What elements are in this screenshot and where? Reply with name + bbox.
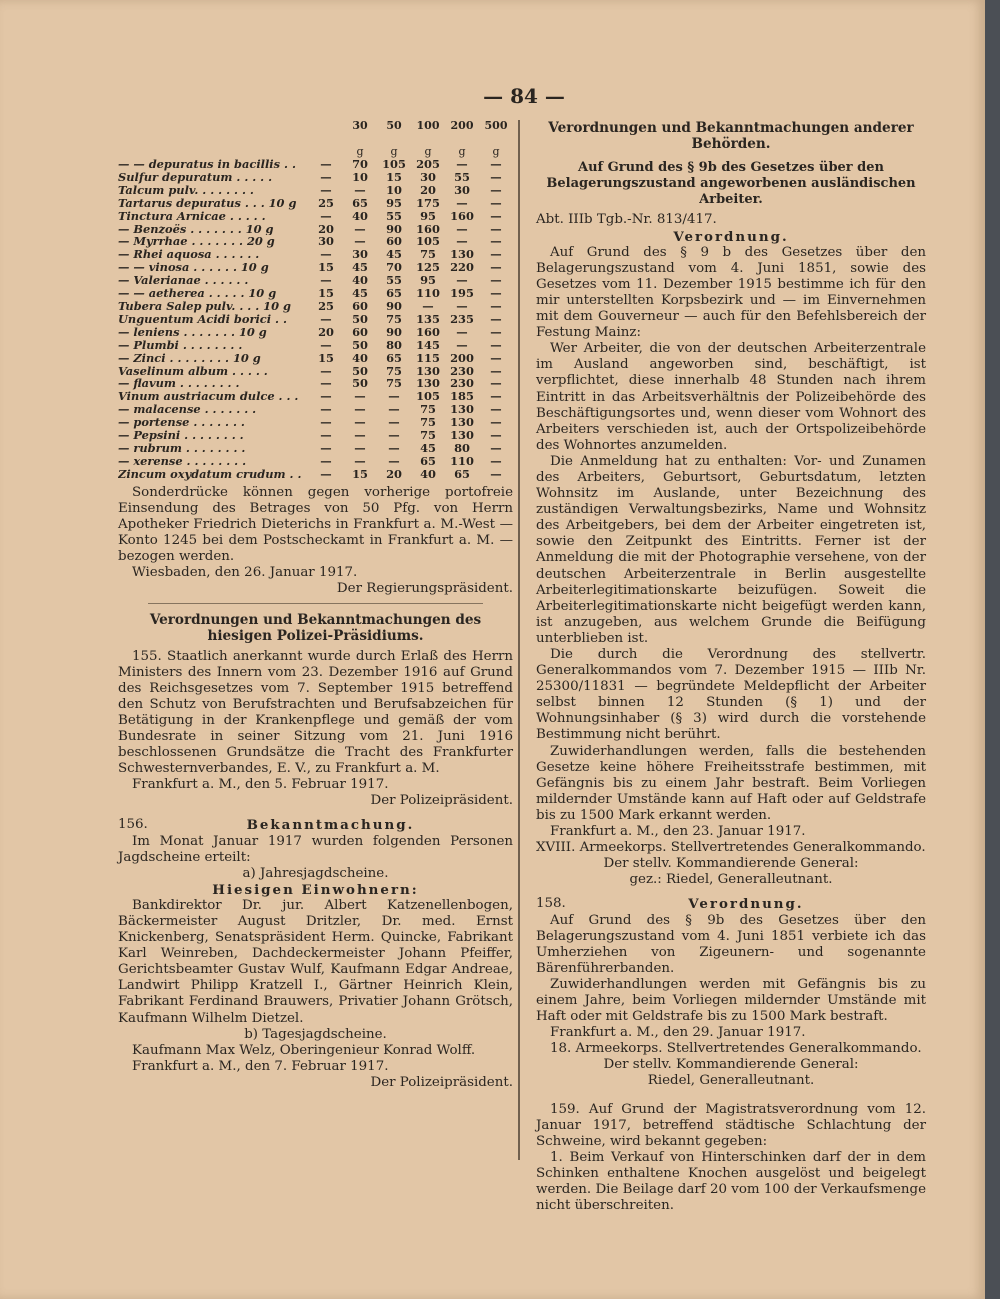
divider xyxy=(148,603,483,604)
item-small-price: 15 xyxy=(318,350,334,365)
table-row xyxy=(118,468,513,481)
price-cell: — xyxy=(456,324,468,339)
price-cell: 20 xyxy=(420,182,436,197)
table-row xyxy=(118,261,513,274)
left-date-1: Wiesbaden, den 26. Januar 1917. xyxy=(132,565,358,581)
price-cell: 160 xyxy=(416,221,440,236)
price-cell: — xyxy=(490,337,502,352)
price-cell: 200 xyxy=(450,350,474,365)
left-heading: Verordnungen und Bekanntmachungen des hiesigen Polizei-Präsidiums. xyxy=(149,612,482,645)
price-cell: 10 xyxy=(352,169,368,184)
col-100: 100 xyxy=(416,119,440,132)
corps-1: XVIII. Armeekorps. Stellvertretendes Generalkommando. xyxy=(536,840,926,856)
price-cell: 45 xyxy=(352,260,368,275)
price-cell: 185 xyxy=(450,389,474,404)
item-name: Vaselinum album . . . . . xyxy=(118,364,268,378)
price-cell: — xyxy=(354,402,366,417)
price-cell: 65 xyxy=(386,286,402,301)
price-cell: 90 xyxy=(386,298,402,313)
price-table xyxy=(118,158,513,481)
item-small-price: — xyxy=(320,363,332,378)
price-cell: — xyxy=(388,389,400,404)
general-title-1: Der stellv. Kommandierende General: xyxy=(603,856,859,872)
price-cell: 50 xyxy=(352,376,368,391)
item-small-price: — xyxy=(320,311,332,326)
corps-2: 18. Armeekorps. Stellvertretendes Generalkommando. xyxy=(550,1041,922,1057)
left-signature-3: Der Polizeipräsident. xyxy=(370,1074,513,1090)
item-small-price: — xyxy=(320,428,332,443)
item-name: — Myrrhae . . . . . . . 20 g xyxy=(118,235,275,249)
price-cell: 105 xyxy=(416,234,440,249)
table-row xyxy=(118,455,513,468)
price-cell: 110 xyxy=(450,453,474,468)
item-name: Sulfur depuratum . . . . . xyxy=(118,170,273,184)
price-cell: 40 xyxy=(352,273,368,288)
col-500: 500 xyxy=(484,119,508,132)
price-cell: 75 xyxy=(420,247,436,262)
price-cell: 160 xyxy=(450,208,474,223)
price-cell: 105 xyxy=(416,389,440,404)
item-small-price: 25 xyxy=(318,298,334,313)
item-name: — Plumbi . . . . . . . . xyxy=(118,338,243,352)
price-cell: 75 xyxy=(386,376,402,391)
price-cell: 95 xyxy=(386,195,402,210)
right-heading: Verordnungen und Bekanntmachungen anderer Behörden. xyxy=(548,120,914,153)
price-cell: — xyxy=(490,453,502,468)
price-cell: 40 xyxy=(352,350,368,365)
price-cell: 20 xyxy=(386,466,402,481)
price-cell: — xyxy=(354,182,366,197)
price-cell: — xyxy=(456,157,468,171)
item-small-price: 25 xyxy=(318,195,334,210)
notice-159: 159. Auf Grund der Magistratsverordnung vom 12. Januar 1917, betreffend städtische Schlachtung der Schweine, wird bekannt gegeben: xyxy=(536,1101,926,1149)
price-cell: — xyxy=(490,466,502,481)
table-row xyxy=(118,442,513,455)
price-cell: 55 xyxy=(386,273,402,288)
item-name: — Benzoës . . . . . . . 10 g xyxy=(118,222,274,236)
subheading-local: Hiesigen Einwohnern: xyxy=(212,881,419,898)
price-cell: — xyxy=(354,428,366,443)
item-small-price: — xyxy=(320,182,332,197)
price-cell: — xyxy=(388,440,400,455)
price-cell: 90 xyxy=(386,221,402,236)
price-cell: 230 xyxy=(450,363,474,378)
price-cell: 40 xyxy=(420,466,436,481)
price-cell: 60 xyxy=(352,324,368,339)
price-cell: 75 xyxy=(420,402,436,417)
price-cell: — xyxy=(490,324,502,339)
price-cell: 230 xyxy=(450,376,474,391)
price-cell: 40 xyxy=(352,208,368,223)
table-header xyxy=(118,120,513,132)
price-cell: — xyxy=(456,195,468,210)
notice-156-title-row xyxy=(118,817,513,833)
ordinance-1-p4: Die durch die Verordnung des stellvertr. Generalkommandos vom 7. Dezember 1915 — IIIb Nr. 25300/11831 — begründete Meldepflicht der Arbeiter selbst binnen 12 Stunden (§ 1) und der Wohnungsinhaber (§ 3) wird durch die vorstehende Bestimmung nicht berührt. xyxy=(536,647,926,743)
item-name: — — aetherea . . . . . 10 g xyxy=(118,287,277,300)
table-row xyxy=(118,300,513,313)
item-small-price: — xyxy=(320,440,332,455)
subheading-a: a) Jahresjagdscheine. xyxy=(242,865,389,881)
price-cell: — xyxy=(490,363,502,378)
item-name: — xerense . . . . . . . . xyxy=(118,454,247,468)
col-30: 30 xyxy=(352,119,368,132)
item-small-price: — xyxy=(320,466,332,481)
price-cell: 50 xyxy=(352,311,368,326)
price-cell: 30 xyxy=(420,169,436,184)
book-edge xyxy=(985,0,1000,1299)
price-cell: 60 xyxy=(386,234,402,249)
price-cell: 135 xyxy=(416,311,440,326)
price-cell: — xyxy=(456,298,468,313)
price-cell: — xyxy=(490,440,502,455)
table-row xyxy=(118,326,513,339)
price-cell: — xyxy=(354,389,366,404)
reference-number: Abt. IIIb Tgb.-Nr. 813/417. xyxy=(536,212,717,228)
price-cell: — xyxy=(422,298,434,313)
price-cell: 80 xyxy=(386,337,402,352)
left-intro: Sonderdrücke können gegen vorherige portofreie Einsendung des Betrages von 50 Pfg. von Herrn Apotheker Friedrich Dieterichs in Frankfurt a. M.-West — Konto 1245 bei dem Postscheckamt in Frankfurt a. M. — bezogen werden. xyxy=(118,484,513,565)
price-cell: 160 xyxy=(416,324,440,339)
left-column xyxy=(118,120,513,1091)
item-small-price: — xyxy=(320,415,332,430)
col-200: 200 xyxy=(450,119,474,132)
names-list-a: Bankdirektor Dr. jur. Albert Katzenellenbogen, Bäckermeister August Dritzler, Dr. med. Ernst Knickenberg, Senatspräsident Herm. Quincke, Fabrikant Karl Weinreben, Dachdeckermeister Johann Pfeiffer, Gerichtsbeamter Gustav Wulf, Kaufmann Edgar Andreae, Landwirt Philipp Kratzell I., Gärtner Heinrich Klein, Fabrikant Ferdinand Brauwers, Privatier Johann Grötsch, Kaufmann Wilhelm Dietzel. xyxy=(118,897,513,1026)
notice-156-title: Bekanntmachung. xyxy=(246,817,415,834)
item-small-price: — xyxy=(320,376,332,391)
price-cell: 75 xyxy=(386,363,402,378)
price-cell: — xyxy=(456,234,468,249)
item-name: Talcum pulv. . . . . . . . xyxy=(118,183,254,197)
item-name: — flavum . . . . . . . . xyxy=(118,377,240,391)
item-name: — rubrum . . . . . . . . xyxy=(118,441,246,455)
price-cell: — xyxy=(490,182,502,197)
price-cell: — xyxy=(490,260,502,275)
item-small-price: — xyxy=(320,157,332,171)
price-cell: 50 xyxy=(352,363,368,378)
price-cell: — xyxy=(490,298,502,313)
price-cell: — xyxy=(490,273,502,288)
table-row xyxy=(118,184,513,197)
price-cell: — xyxy=(490,415,502,430)
ordinance-1-p5: Zuwiderhandlungen werden, falls die bestehenden Gesetze keine höhere Freiheitsstrafe bestimmen, mit Gefängnis bis zu einem Jahr bestraft. Beim Vorliegen mildernder Umstände kann auf Haft oder auf Geldstrafe bis zu 1500 Mark erkannt werden. xyxy=(536,743,926,823)
price-cell: 105 xyxy=(382,157,406,171)
price-cell: 10 xyxy=(386,182,402,197)
general-title-2: Der stellv. Kommandierende General: xyxy=(603,1057,859,1073)
price-cell: 175 xyxy=(416,195,440,210)
notice-156-number: 156. xyxy=(118,817,148,833)
item-small-price: — xyxy=(320,389,332,404)
price-cell: 235 xyxy=(450,311,474,326)
price-cell: 95 xyxy=(420,273,436,288)
ordinance-1-p2: Wer Arbeiter, die von der deutschen Arbeiterzentrale im Ausland angeworben sind, beschäftigt, ist verpflichtet, diese innerhalb 48 Stunden nach ihrem Eintritt in das Arbeitsverhältnis der Polizeibehörde des Beschäftigungsortes und, wenn dieser vom Wohnort des Arbeiters verschieden ist, auch der Ortspolizeibehörde des Wohnortes anzumelden. xyxy=(536,341,926,453)
item-name: — Zinci . . . . . . . . 10 g xyxy=(118,351,261,365)
right-date-1: Frankfurt a. M., den 23. Januar 1917. xyxy=(550,824,806,840)
price-cell: 130 xyxy=(416,363,440,378)
item-small-price: — xyxy=(320,169,332,184)
item-name: — — vinosa . . . . . . 10 g xyxy=(118,261,269,275)
left-signature-1: Der Regierungspräsident. xyxy=(336,581,513,597)
item-name: Zincum oxydatum crudum . . xyxy=(118,467,302,481)
price-cell: 195 xyxy=(450,286,474,301)
price-cell: 130 xyxy=(450,415,474,430)
price-cell: — xyxy=(388,415,400,430)
price-cell: — xyxy=(354,453,366,468)
item-small-price: — xyxy=(320,402,332,417)
price-cell: — xyxy=(490,234,502,249)
price-cell: 125 xyxy=(416,260,440,275)
page-number: — 84 — xyxy=(483,84,565,108)
price-cell: 65 xyxy=(454,466,470,481)
price-cell: 15 xyxy=(386,169,402,184)
notice-156-text: Im Monat Januar 1917 wurden folgenden Personen Jagdscheine erteilt: xyxy=(118,833,513,865)
price-cell: — xyxy=(490,389,502,404)
table-row xyxy=(118,429,513,442)
price-cell: 30 xyxy=(454,182,470,197)
table-row xyxy=(118,352,513,365)
price-cell: 45 xyxy=(420,440,436,455)
item-name: — — depuratus in bacillis . . xyxy=(118,158,296,171)
table-row xyxy=(118,158,513,171)
item-small-price: 15 xyxy=(318,260,334,275)
right-date-2: Frankfurt a. M., den 29. Januar 1917. xyxy=(550,1025,806,1041)
price-cell: 65 xyxy=(386,350,402,365)
item-small-price: — xyxy=(320,453,332,468)
price-cell: — xyxy=(490,376,502,391)
ordinance-1-p1: Auf Grund des § 9 b des Gesetzes über den Belagerungszustand vom 4. Juni 1851, sowie des Gesetzes vom 11. Dezember 1915 bestimme ich für den mir unterstellten Korpsbezirk und — im Einvernehmen mit dem Gouverneur — auch für den Befehlsbereich der Festung Mainz: xyxy=(536,244,926,341)
price-cell: — xyxy=(490,286,502,301)
price-cell: — xyxy=(354,221,366,236)
table-row xyxy=(118,197,513,210)
left-date-3: Frankfurt a. M., den 7. Februar 1917. xyxy=(132,1058,389,1074)
item-small-price: — xyxy=(320,337,332,352)
price-cell: — xyxy=(354,440,366,455)
price-cell: 95 xyxy=(420,208,436,223)
general-signature-1: gez.: Riedel, Generalleutnant. xyxy=(629,872,833,888)
subheading-b: b) Tagesjagdscheine. xyxy=(244,1026,387,1042)
item-small-price: — xyxy=(320,247,332,262)
left-signature-2: Der Polizeipräsident. xyxy=(370,793,513,809)
notice-155: 155. Staatlich anerkannt wurde durch Erlaß des Herrn Ministers des Innern vom 23. Dezember 1916 auf Grund des Reichsgesetzes vom 7. September 1915 betreffend den Schutz von Berufstrachten und Berufsabzeichen für Betätigung in der Krankenpflege und gemäß der vom Bundesrate in seiner Sitzung vom 21. Juni 1916 beschlossenen Grundsätze die Tracht des Frankfurter Schwesternverbandes, E. V., zu Frankfurt a. M. xyxy=(118,648,513,777)
price-cell: 55 xyxy=(386,208,402,223)
item-small-price: — xyxy=(320,273,332,288)
table-row xyxy=(118,171,513,184)
column-divider xyxy=(518,120,520,1160)
price-cell: 75 xyxy=(420,415,436,430)
price-cell: — xyxy=(354,415,366,430)
price-cell: — xyxy=(456,337,468,352)
item-name: Tartarus depuratus . . . 10 g xyxy=(118,196,297,210)
item-name: — portense . . . . . . . xyxy=(118,416,245,430)
general-signature-2: Riedel, Generalleutnant. xyxy=(647,1073,815,1089)
price-cell: 15 xyxy=(352,466,368,481)
price-cell: 45 xyxy=(352,286,368,301)
table-row xyxy=(118,287,513,300)
item-name: Tinctura Arnicae . . . . . xyxy=(118,209,266,223)
item-small-price: — xyxy=(320,208,332,223)
price-cell: 65 xyxy=(420,453,436,468)
price-cell: 115 xyxy=(416,350,440,365)
ordinance-1-p3: Die Anmeldung hat zu enthalten: Vor- und Zunamen des Arbeiters, Geburtsort, Geburtsdatum, letzten Wohnsitz im Auslande, unter Bezeichnung des zuständigen Verwaltungsbezirks, Name und Wohnsitz des Arbeitgebers, bei dem der Arbeiter eingetreten ist, sowie den Zeitpunkt des Eintritts. Ferner ist der Anmeldung die mit der Photographie versehene, von der deutschen Arbeiterzentrale in Berlin ausgestellte Arbeiterlegitimationskarte beizufügen. Soweit die Arbeiterlegitimationskarte nicht beigefügt werden kann, ist anzugeben, aus welchem Grunde die Beifügung unterblieben ist. xyxy=(536,453,926,646)
item-name: Tubera Salep pulv. . . . 10 g xyxy=(118,299,291,313)
price-cell: 75 xyxy=(420,428,436,443)
price-cell: — xyxy=(456,221,468,236)
table-row xyxy=(118,210,513,223)
price-cell: 80 xyxy=(454,440,470,455)
item-name: — leniens . . . . . . . 10 g xyxy=(118,325,267,339)
price-cell: — xyxy=(490,169,502,184)
price-cell: 70 xyxy=(352,157,368,171)
item-small-price: 20 xyxy=(318,221,334,236)
price-cell: — xyxy=(490,402,502,417)
price-cell: — xyxy=(456,273,468,288)
item-name: — malacense . . . . . . . xyxy=(118,403,257,417)
price-cell: — xyxy=(388,453,400,468)
table-unit-row: g g g g g xyxy=(356,145,500,158)
notice-159-item-1: 1. Beim Verkauf von Hinterschinken darf der in dem Schinken enthaltene Knochen ausgelöst und beigelegt werden. Die Beilage darf 20 vom 100 der Verkaufsmenge nicht überschreiten. xyxy=(536,1149,926,1214)
item-name: — Pepsini . . . . . . . . xyxy=(118,429,244,442)
right-subheading: Auf Grund des § 9b des Gesetzes über den Belagerungszustand angeworbenen ausländischen Arbeiter. xyxy=(546,160,916,208)
table-row xyxy=(118,223,513,236)
price-cell: 65 xyxy=(352,195,368,210)
price-cell: 145 xyxy=(416,337,440,352)
col-50: 50 xyxy=(386,119,402,132)
item-name: Vinum austriacum dulce . . . xyxy=(118,390,299,404)
ordinance-2-p1: Auf Grund des § 9b des Gesetzes über den Belagerungszustand vom 4. Juni 1851 verbiete ich das Umherziehen von Zigeunern- und sogenannte Bärenführerbanden. xyxy=(536,912,926,976)
price-cell: — xyxy=(490,157,502,171)
names-list-b: Kaufmann Max Welz, Oberingenieur Konrad Wolff. xyxy=(132,1042,476,1058)
price-cell: 90 xyxy=(386,324,402,339)
price-cell: — xyxy=(388,402,400,417)
ordinance-title-2: Verordnung. xyxy=(688,896,804,913)
price-cell: 55 xyxy=(454,169,470,184)
price-cell: 130 xyxy=(450,402,474,417)
price-cell: 220 xyxy=(450,260,474,275)
table-row xyxy=(118,313,513,326)
item-small-price: 15 xyxy=(318,286,334,301)
price-cell: — xyxy=(490,428,502,443)
price-cell: 110 xyxy=(416,286,440,301)
item-small-price: 30 xyxy=(318,234,334,249)
price-cell: — xyxy=(490,221,502,236)
price-cell: 30 xyxy=(352,247,368,262)
price-cell: — xyxy=(354,234,366,249)
item-name: Unguentum Acidi borici . . xyxy=(118,312,287,326)
price-cell: — xyxy=(490,195,502,210)
ordinance-title-1: Verordnung. xyxy=(673,228,789,245)
price-cell: — xyxy=(490,247,502,262)
notice-158-number: 158. xyxy=(536,896,566,912)
price-cell: 130 xyxy=(450,428,474,443)
price-cell: — xyxy=(490,350,502,365)
price-cell: — xyxy=(388,428,400,443)
price-cell: 75 xyxy=(386,311,402,326)
item-name: — Valerianae . . . . . . xyxy=(118,274,249,288)
price-cell: 130 xyxy=(450,247,474,262)
price-cell: 50 xyxy=(352,337,368,352)
ordinance-2-p2: Zuwiderhandlungen werden mit Gefängnis bis zu einem Jahre, beim Vorliegen mildernder Umstände mit Haft oder mit Geldstrafe bis zu 1500 Mark bestraft. xyxy=(536,976,926,1025)
table-row xyxy=(118,339,513,352)
item-small-price: 20 xyxy=(318,324,334,339)
right-column xyxy=(536,120,926,1214)
price-cell: 60 xyxy=(352,298,368,313)
price-cell: 70 xyxy=(386,260,402,275)
left-date-2: Frankfurt a. M., den 5. Februar 1917. xyxy=(132,777,389,793)
notice-158-title-row xyxy=(536,896,926,912)
price-cell: — xyxy=(490,208,502,223)
price-cell: — xyxy=(490,311,502,326)
price-cell: 45 xyxy=(386,247,402,262)
price-cell: 205 xyxy=(416,157,440,171)
price-cell: 130 xyxy=(416,376,440,391)
item-name: — Rhei aquosa . . . . . . xyxy=(118,248,260,262)
